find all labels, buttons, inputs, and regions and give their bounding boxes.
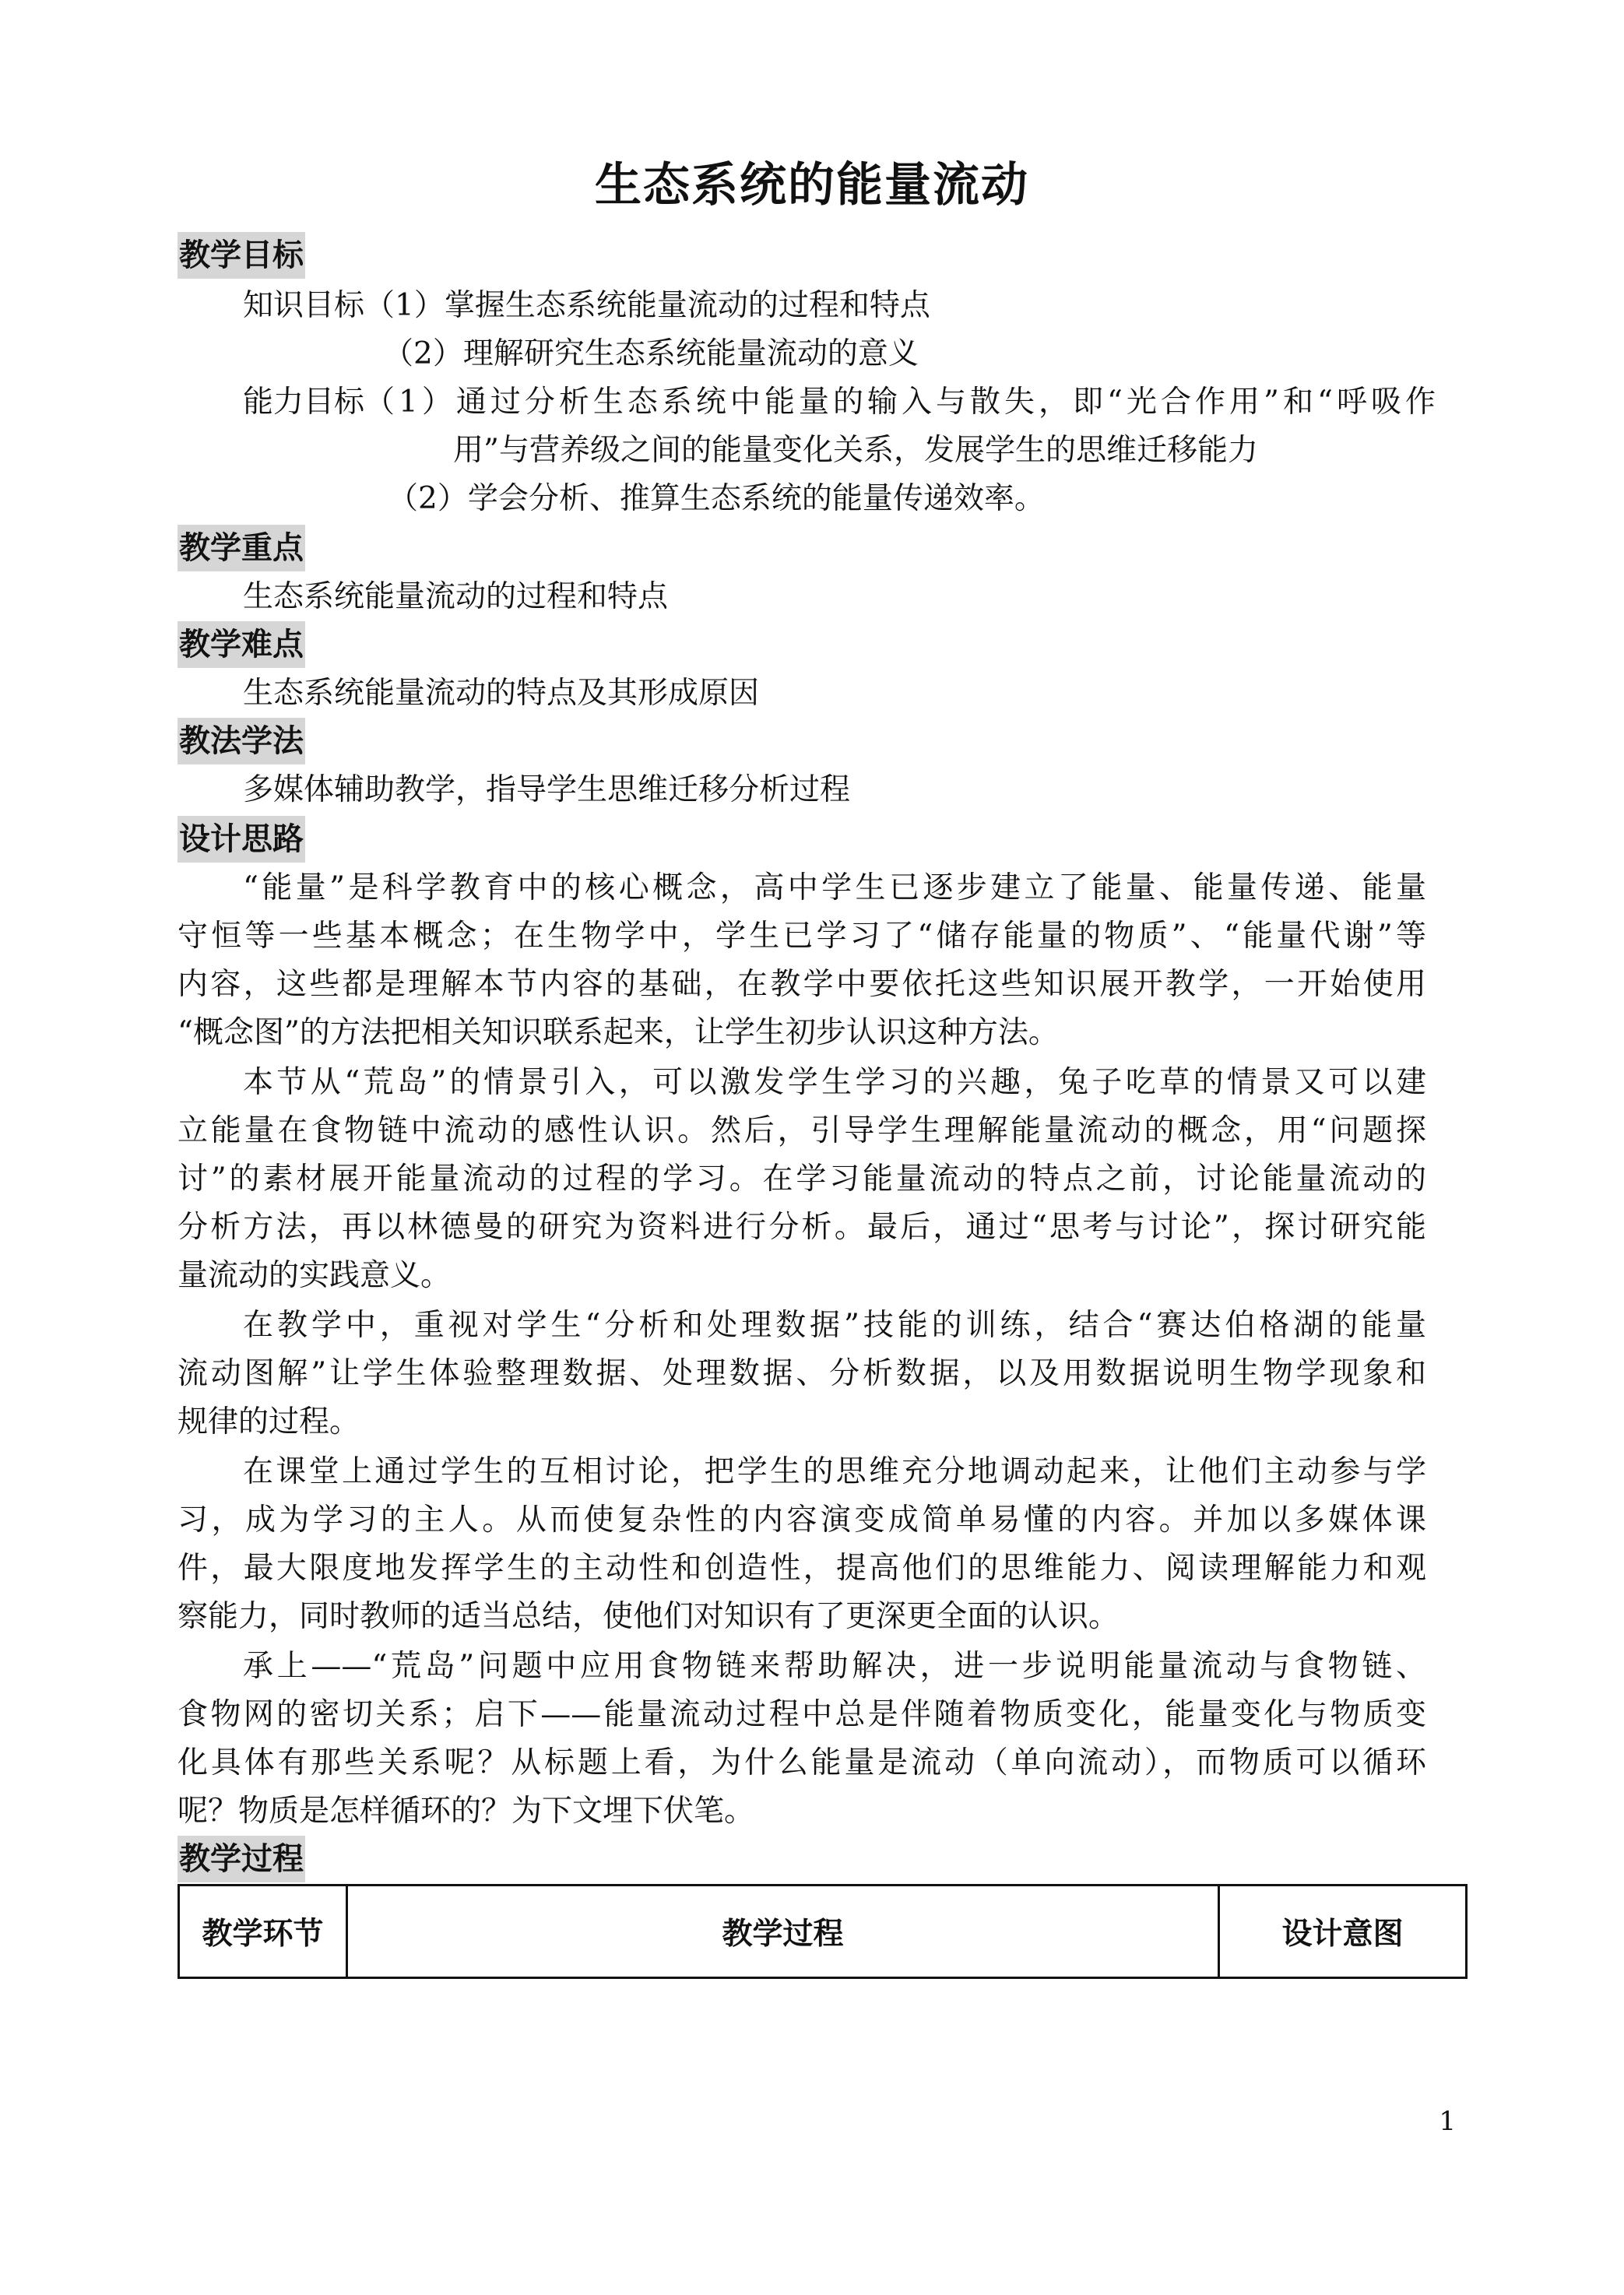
key-points-heading: 教学重点: [178, 525, 305, 571]
paragraph-line: 本节从“荒岛”的情景引入，可以激发学生学习的兴趣，兔子吃草的情景又可以建: [243, 1065, 1426, 1100]
ability-objective-1: （1）通过分析生态系统中能量的输入与散失，即“光合作用”和“呼吸作: [364, 385, 1436, 420]
paragraph-line: 承上——“荒岛”问题中应用食物链来帮助解决，进一步说明能量流动与食物链、: [243, 1649, 1426, 1684]
paragraph-line: 规律的过程。: [178, 1404, 360, 1439]
ability-objective-2: （2）学会分析、推算生态系统的能量传递效率。: [388, 481, 1045, 516]
paragraph-line: 内容，这些都是理解本节内容的基础，在教学中要依托这些知识展开教学，一开始使用: [178, 967, 1426, 1002]
process-heading: 教学过程: [178, 1836, 305, 1882]
knowledge-objective-2: （2）理解研究生态系统能量流动的意义: [383, 336, 919, 371]
column-header-teaching-stage: 教学环节: [179, 1886, 347, 1978]
process-table: [178, 1884, 1468, 1979]
difficulties-heading: 教学难点: [178, 621, 305, 668]
paragraph-line: 察能力，同时教师的适当总结，使他们对知识有了更深更全面的认识。: [178, 1599, 1120, 1634]
ability-objective-label: 能力目标: [243, 385, 365, 420]
design-heading: 设计思路: [178, 816, 305, 863]
paragraph-line: “概念图”的方法把相关知识联系起来，让学生初步认识这种方法。: [178, 1015, 1059, 1050]
paragraph-line: 立能量在食物链中流动的感性认识。然后，引导学生理解能量流动的概念，用“问题探: [178, 1113, 1426, 1148]
methods-heading: 教法学法: [178, 718, 305, 764]
column-header-design-intent: 设计意图: [1219, 1886, 1467, 1978]
paragraph-line: 食物网的密切关系；启下——能量流动过程中总是伴随着物质变化，能量变化与物质变: [178, 1697, 1426, 1732]
paragraph-line: 习，成为学习的主人。从而使复杂性的内容演变成简单易懂的内容。并加以多媒体课: [178, 1502, 1426, 1538]
paragraph-line: 在课堂上通过学生的互相讨论，把学生的思维充分地调动起来，让他们主动参与学: [243, 1454, 1426, 1489]
paragraph-line: 呢？物质是怎样循环的？为下文埋下伏笔。: [178, 1794, 755, 1829]
ability-objective-1-continued: 用”与营养级之间的能量变化关系，发展学生的思维迁移能力: [453, 433, 1258, 468]
knowledge-objective-label: 知识目标: [243, 288, 365, 323]
paragraph-line: 流动图解”让学生体验整理数据、处理数据、分析数据，以及用数据说明生物学现象和: [178, 1356, 1426, 1391]
paragraph-line: 分析方法，再以林德曼的研究为资料进行分析。最后，通过“思考与讨论”，探讨研究能: [178, 1210, 1426, 1245]
paragraph-line: 守恒等一些基本概念；在生物学中，学生已学习了“储存能量的物质”、“能量代谢”等: [178, 919, 1426, 954]
paragraph-line: 讨”的素材展开能量流动的过程的学习。在学习能量流动的特点之前，讨论能量流动的: [178, 1162, 1426, 1197]
objectives-heading: 教学目标: [178, 232, 305, 279]
knowledge-objective-1: （1）掌握生态系统能量流动的过程和特点: [364, 288, 930, 323]
paragraph-line: 件，最大限度地发挥学生的主动性和创造性，提高他们的思维能力、阅读理解能力和观: [178, 1551, 1426, 1586]
document-title: 生态系统的能量流动: [595, 158, 1029, 213]
column-header-teaching-process: 教学过程: [347, 1886, 1219, 1978]
table-header-row: [179, 1886, 1467, 1978]
paragraph-line: 量流动的实践意义。: [178, 1258, 452, 1293]
paragraph-line: 化具体有那些关系呢？从标题上看，为什么能量是流动（单向流动），而物质可以循环: [178, 1745, 1426, 1780]
paragraph-line: 在教学中，重视对学生“分析和处理数据”技能的训练，结合“赛达伯格湖的能量: [243, 1308, 1426, 1343]
key-points-text: 生态系统能量流动的过程和特点: [243, 579, 669, 614]
methods-text: 多媒体辅助教学，指导学生思维迁移分析过程: [243, 772, 851, 807]
page-number: 1: [1439, 2106, 1456, 2137]
paragraph-line: “能量”是科学教育中的核心概念，高中学生已逐步建立了能量、能量传递、能量: [243, 870, 1426, 905]
difficulties-text: 生态系统能量流动的特点及其形成原因: [243, 676, 760, 711]
